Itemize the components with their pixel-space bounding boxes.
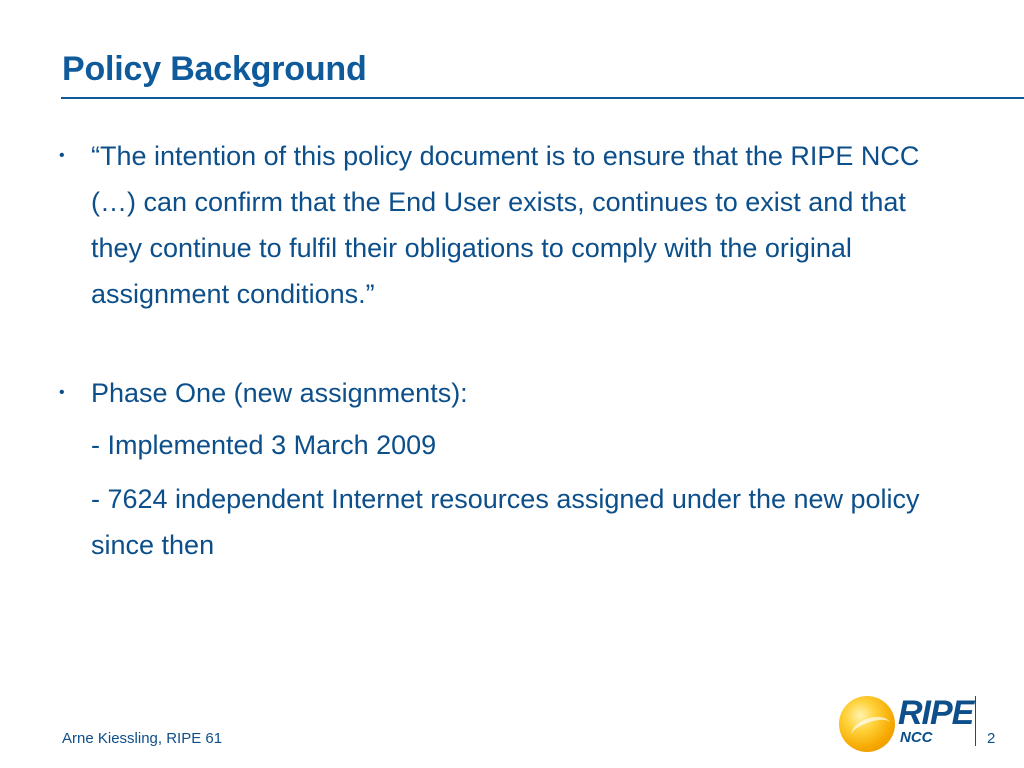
page-number: 2 <box>987 730 996 747</box>
slide-title: Policy Background <box>62 50 367 88</box>
bullet-policy-quote <box>56 133 956 317</box>
slide-content <box>56 133 956 568</box>
sun-swirl <box>849 712 894 745</box>
logo-text-ripe: RIPE <box>898 694 974 732</box>
footer-divider <box>975 696 976 746</box>
sun-logo-icon <box>839 696 895 752</box>
sub-item-resources-assigned: - 7624 independent Internet resources assigned under the new policy since then <box>91 484 920 560</box>
bullet-marker: • <box>59 147 65 164</box>
ripe-ncc-logo <box>836 690 976 754</box>
bullet-marker: • <box>59 384 65 401</box>
bullet-text: “The intention of this policy document is to ensure that the RIPE NCC (…) can confirm that the End User exists, continues to exist and that they continue to fulfil their obligations to comply with the original assignment conditions.” <box>91 141 920 309</box>
bullet-text: Phase One (new assignments): <box>91 378 468 408</box>
title-underline <box>61 97 1024 99</box>
bullet-phase-one <box>56 370 956 416</box>
sub-item-implemented: - Implemented 3 March 2009 <box>91 430 437 460</box>
logo-text-ncc: NCC <box>900 729 933 746</box>
footer-presenter: Arne Kiessling, RIPE 61 <box>62 730 223 747</box>
